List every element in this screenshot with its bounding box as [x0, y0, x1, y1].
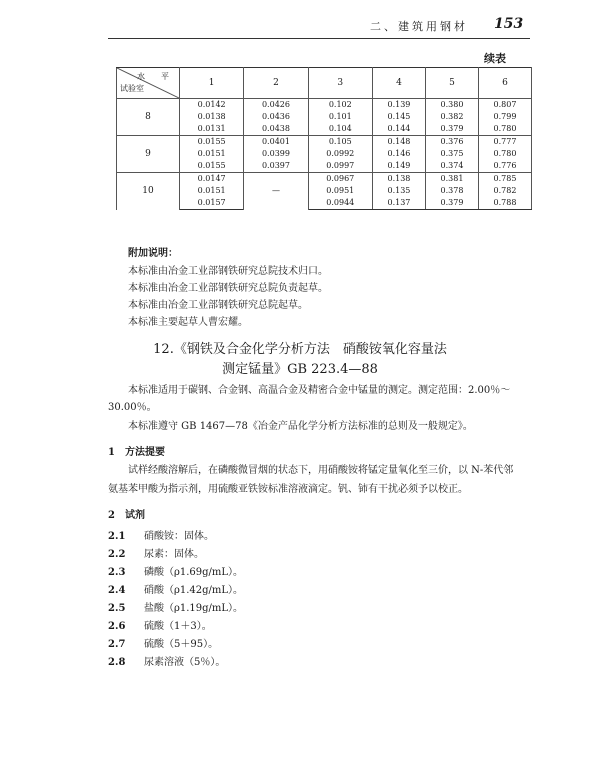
table-row: [117, 185, 532, 197]
table-cell: 0.380: [425, 99, 478, 112]
reagent-number: 2.1: [108, 531, 126, 542]
table-cell: 0.374: [425, 160, 478, 173]
corner-level-label: 水 平: [137, 72, 173, 81]
table-cell: 0.378: [425, 185, 478, 197]
reagent-text: 磷酸（ρ1.69g/mL）。: [144, 567, 244, 578]
lab-cell: 8: [117, 99, 180, 136]
table-row: [117, 99, 532, 112]
table-cell: 0.101: [308, 111, 372, 123]
table-cell: 0.0951: [308, 185, 372, 197]
table-cell: 0.104: [308, 123, 372, 136]
reagent-number: 2.3: [108, 567, 126, 578]
table-cell-dash: —: [244, 173, 308, 210]
table-cell: 0.0142: [180, 99, 244, 112]
reagent-item: [108, 617, 212, 632]
table-cell: 0.807: [478, 99, 531, 112]
intro-paragraph-line: 30.00％。: [108, 402, 157, 413]
column-header: 3: [308, 68, 372, 99]
method-paragraph-line: 氨基苯甲酸为指示剂，用硫酸亚铁铵标准溶液滴定。钒、铈有干扰必须予以校正。: [108, 484, 468, 495]
column-header: 6: [478, 68, 531, 99]
page-number: 153: [494, 16, 524, 32]
reagent-number: 2.4: [108, 585, 126, 596]
table-cell: 0.777: [478, 136, 531, 149]
reagent-item: [108, 599, 243, 614]
table-cell: 0.0992: [308, 148, 372, 160]
table-cell: 0.0151: [180, 185, 244, 197]
reagent-text: 硝酸铵：固体。: [144, 531, 214, 542]
section-title-line2: 测定锰量》GB 223.4—88: [222, 362, 378, 377]
table-cell: 0.0151: [180, 148, 244, 160]
reagent-number: 2.2: [108, 549, 126, 560]
table-cell: 0.137: [372, 197, 425, 210]
table-row: [117, 136, 532, 149]
table-cell: 0.0147: [180, 173, 244, 186]
reagent-item: [108, 653, 225, 668]
table-cell: 0.780: [478, 148, 531, 160]
table-row: [117, 160, 532, 173]
table-cell: 0.0138: [180, 111, 244, 123]
table-header-row: [117, 68, 532, 99]
note-line: 本标准主要起草人曹宏耀。: [128, 317, 248, 328]
table-cell: 0.379: [425, 123, 478, 136]
heading-method-summary: 1 方法提要: [108, 447, 165, 458]
column-header: 1: [180, 68, 244, 99]
table-cell: 0.139: [372, 99, 425, 112]
table-cell: 0.375: [425, 148, 478, 160]
table-cell: 0.0399: [244, 148, 308, 160]
table-cell: 0.0436: [244, 111, 308, 123]
reagent-item: [108, 635, 218, 650]
table-cell: 0.0131: [180, 123, 244, 136]
column-header: 4: [372, 68, 425, 99]
table-row: [117, 148, 532, 160]
table-cell: 0.0397: [244, 160, 308, 173]
table-cell: 0.785: [478, 173, 531, 186]
table-row: [117, 173, 532, 186]
corner-lab-label: 试验室: [120, 84, 144, 93]
table-cell: 0.0967: [308, 173, 372, 186]
table-cell: 0.102: [308, 99, 372, 112]
table-cell: 0.149: [372, 160, 425, 173]
table-cell: 0.776: [478, 160, 531, 173]
table-cell: 0.148: [372, 136, 425, 149]
table-cell: 0.376: [425, 136, 478, 149]
reagent-item: [108, 527, 214, 542]
results-table: [116, 67, 532, 210]
table-cell: 0.780: [478, 123, 531, 136]
table-row: [117, 111, 532, 123]
table-cell: 0.146: [372, 148, 425, 160]
notes-title: 附加说明：: [128, 248, 178, 259]
table-row: [117, 123, 532, 136]
reagent-number: 2.7: [108, 639, 126, 650]
table-cell: 0.145: [372, 111, 425, 123]
reagent-item: [108, 581, 243, 596]
table-cell: 0.379: [425, 197, 478, 210]
table-cell: 0.782: [478, 185, 531, 197]
corner-header-cell: [117, 68, 180, 99]
table-cell: 0.138: [372, 173, 425, 186]
reagent-text: 硫酸（1＋3）。: [144, 621, 212, 632]
table-cell: 0.788: [478, 197, 531, 210]
reagent-text: 尿素溶液（5％）。: [144, 657, 226, 668]
table-cell: 0.135: [372, 185, 425, 197]
reagent-item: [108, 545, 204, 560]
header-rule: [108, 38, 530, 39]
note-line: 本标准由冶金工业部钢铁研究总院起草。: [128, 300, 308, 311]
table-cell: 0.0997: [308, 160, 372, 173]
method-paragraph-line: 试样经酸溶解后，在磷酸微冒烟的状态下，用硝酸铵将锰定量氧化至三价，以 N-苯代邻: [128, 465, 514, 476]
intro-paragraph-line: 本标准适用于碳钢、合金钢、高温合金及精密合金中锰量的测定。测定范围：2.00％～: [128, 385, 511, 396]
table-cell: 0.0157: [180, 197, 244, 210]
lab-cell: 9: [117, 136, 180, 173]
note-line: 本标准由冶金工业部钢铁研究总院技术归口。: [128, 266, 328, 277]
column-header: 5: [425, 68, 478, 99]
reagent-number: 2.5: [108, 603, 126, 614]
reagent-text: 硝酸（ρ1.42g/mL）。: [144, 585, 244, 596]
table-cell: 0.0944: [308, 197, 372, 210]
reagent-number: 2.6: [108, 621, 126, 632]
table-cell: 0.0155: [180, 160, 244, 173]
lab-cell: 10: [117, 173, 180, 210]
section-title-line1: 12.《钢铁及合金化学分析方法 硝酸铵氧化容量法: [153, 342, 447, 357]
table-cell: 0.799: [478, 111, 531, 123]
table-cell: 0.0401: [244, 136, 308, 149]
heading-reagents: 2 试剂: [108, 510, 145, 521]
intro-paragraph-line: 本标准遵守 GB 1467—78《冶金产品化学分析方法标准的总则及一般规定》。: [128, 421, 473, 432]
running-title: 二、建筑用钢材: [370, 20, 468, 33]
column-header: 2: [244, 68, 308, 99]
table-cell: 0.0438: [244, 123, 308, 136]
table-cell: 0.0426: [244, 99, 308, 112]
table-cell: 0.144: [372, 123, 425, 136]
reagent-text: 盐酸（ρ1.19g/mL）。: [144, 603, 244, 614]
reagent-item: [108, 563, 243, 578]
table-row: [117, 197, 532, 210]
note-line: 本标准由冶金工业部钢铁研究总院负责起草。: [128, 283, 328, 294]
table-continued-label: 续表: [484, 52, 506, 65]
reagent-text: 硫酸（5＋95）。: [144, 639, 219, 650]
table-cell: 0.381: [425, 173, 478, 186]
reagent-number: 2.8: [108, 657, 126, 668]
table-cell: 0.382: [425, 111, 478, 123]
reagent-text: 尿素：固体。: [144, 549, 204, 560]
table-cell: 0.105: [308, 136, 372, 149]
table-cell: 0.0155: [180, 136, 244, 149]
